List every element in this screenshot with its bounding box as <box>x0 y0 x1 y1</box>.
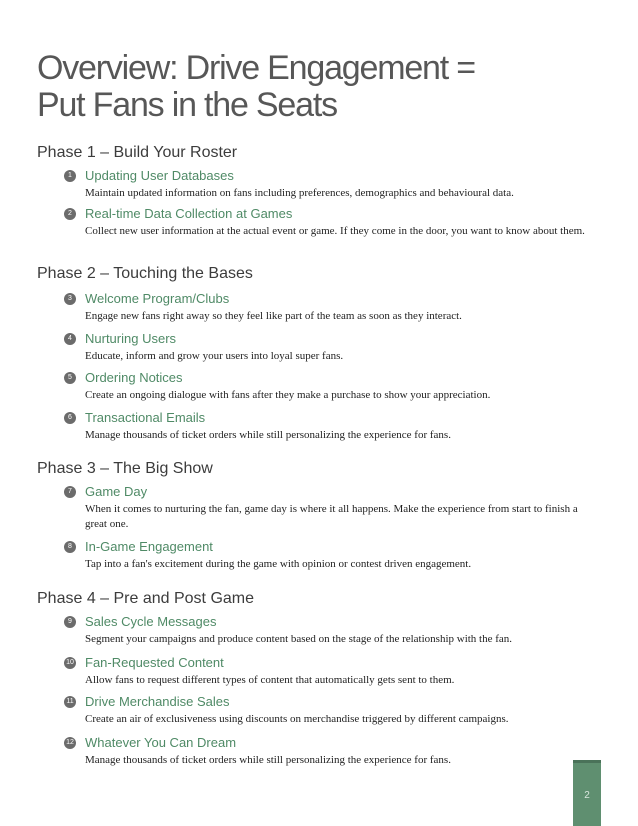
item-number-badge: 8 <box>64 541 76 553</box>
item-title: Drive Merchandise Sales <box>85 694 230 709</box>
item-description: Allow fans to request different types of content that automatically gets sent to them. <box>85 674 455 686</box>
item-number-badge: 10 <box>64 657 76 669</box>
phase-1-title: Phase 1 – Build Your Roster <box>37 144 238 161</box>
item-number-badge: 9 <box>64 616 76 628</box>
item-number-badge: 7 <box>64 486 76 498</box>
item-description: Collect new user information at the actual event or game. If they come in the door, you want to know about them. <box>85 225 585 237</box>
item-description: Engage new fans right away so they feel like part of the team as soon as they interact. <box>85 310 462 322</box>
item-number-badge: 6 <box>64 412 76 424</box>
page-tab-accent <box>573 760 601 763</box>
item-title: Game Day <box>85 484 148 499</box>
phase-3-title: Phase 3 – The Big Show <box>37 460 213 477</box>
item-title: Nurturing Users <box>85 331 177 346</box>
item-title: Transactional Emails <box>85 410 206 425</box>
item-title: Fan-Requested Content <box>85 655 224 670</box>
item-description: Maintain updated information on fans including preferences, demographics and behavioural data. <box>85 187 514 199</box>
page-title-line-1: Overview: Drive Engagement = <box>37 49 475 87</box>
item-title: Whatever You Can Dream <box>85 735 237 750</box>
item-number-badge: 11 <box>64 696 76 708</box>
item-title: Sales Cycle Messages <box>85 614 217 629</box>
item-number-badge: 12 <box>64 737 76 749</box>
phase-2-title: Phase 2 – Touching the Bases <box>37 265 253 282</box>
page-number-tab <box>573 760 601 826</box>
item-description: Segment your campaigns and produce content based on the stage of the relationship with the fan. <box>85 633 513 645</box>
item-description: Educate, inform and grow your users into loyal super fans. <box>85 350 344 362</box>
item-description: Manage thousands of ticket orders while still personalizing the experience for fans. <box>85 754 451 766</box>
item-description: Tap into a fan's excitement during the game with opinion or contest driven engagement. <box>85 558 472 570</box>
item-number-badge: 1 <box>64 170 76 182</box>
item-number-badge: 3 <box>64 293 76 305</box>
page-number: 2 <box>584 790 590 801</box>
item-description: Create an ongoing dialogue with fans after they make a purchase to show your appreciation. <box>85 389 491 401</box>
item-title: Updating User Databases <box>85 168 234 183</box>
page-title <box>37 50 475 124</box>
item-description: When it comes to nurturing the fan, game day is where it all happens. Make the experience from start to finish a great one. <box>85 503 578 530</box>
item-number-badge: 5 <box>64 372 76 384</box>
item-number-badge: 4 <box>64 333 76 345</box>
item-title: Ordering Notices <box>85 370 183 385</box>
item-title: Welcome Program/Clubs <box>85 291 230 306</box>
item-title: In-Game Engagement <box>85 539 213 554</box>
item-description: Manage thousands of ticket orders while still personalizing the experience for fans. <box>85 429 451 441</box>
page-title-line-2: Put Fans in the Seats <box>37 86 337 124</box>
phase-4-title: Phase 4 – Pre and Post Game <box>37 590 255 607</box>
item-number-badge: 2 <box>64 208 76 220</box>
item-title: Real-time Data Collection at Games <box>85 206 293 221</box>
item-description: Create an air of exclusiveness using discounts on merchandise triggered by different campaigns. <box>85 713 509 725</box>
